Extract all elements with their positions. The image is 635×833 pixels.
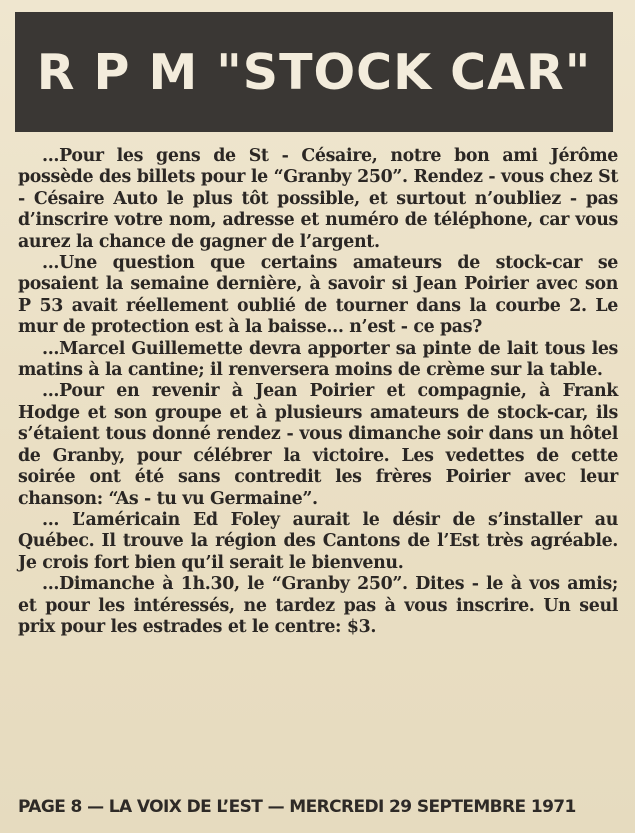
headline-banner	[15, 12, 613, 132]
paragraph-granby-250: ...Dimanche à 1h.30, le “Granby 250”. Dites - le à vos amis; et pour les intéressés, ne tardez pas à vous inscrire. Un seul prix pour les estrades et le centre: $3.	[18, 574, 618, 637]
page-footer: PAGE 8 — LA VOIX DE L’EST — MERCREDI 29 SEPTEMBRE 1971	[18, 797, 576, 817]
paragraph-jean-poirier-p53: ...Une question que certains amateurs de stock-car se posaient la semaine dernière, à savoir si Jean Poirier avec son P 53 avait réellement oublié de tourner dans la courbe 2. Le mur de protection est à la baisse... n’est - ce pas?	[18, 253, 618, 338]
paragraph-st-cesaire: ...Pour les gens de St - Césaire, notre bon ami Jérôme possède des billets pour le “Granby 250”. Rendez - vous chez St - Césaire Auto le plus tôt possible, et surtout n’oubliez - pas d’inscrire votre nom, adresse et numéro de téléphone, car vous aurez la chance de gagner de l’argent.	[18, 146, 618, 252]
article-body	[18, 146, 618, 638]
paragraph-marcel-guillemette: ...Marcel Guillemette devra apporter sa pinte de lait tous les matins à la cantine; il renversera moins de crème sur la table.	[18, 338, 618, 381]
paragraph-ed-foley: ... L’américain Ed Foley aurait le désir de s’installer au Québec. Il trouve la région des Cantons de l’Est très agréable. Je crois fort bien qu’il serait le bienvenu.	[18, 509, 618, 573]
paragraph-celebration: ...Pour en revenir à Jean Poirier et compagnie, à Frank Hodge et son groupe et à plusieurs amateurs de stock-car, ils s’étaient tous donné rendez - vous dimanche soir dans un hôtel de Granby, pour célébrer la victoire. Les vedettes de cette soirée ont été sans contredit les frères Poirier avec leur chanson: “As - tu vu Germaine”.	[18, 381, 618, 509]
headline-title: R P M "STOCK CAR"	[36, 43, 592, 101]
